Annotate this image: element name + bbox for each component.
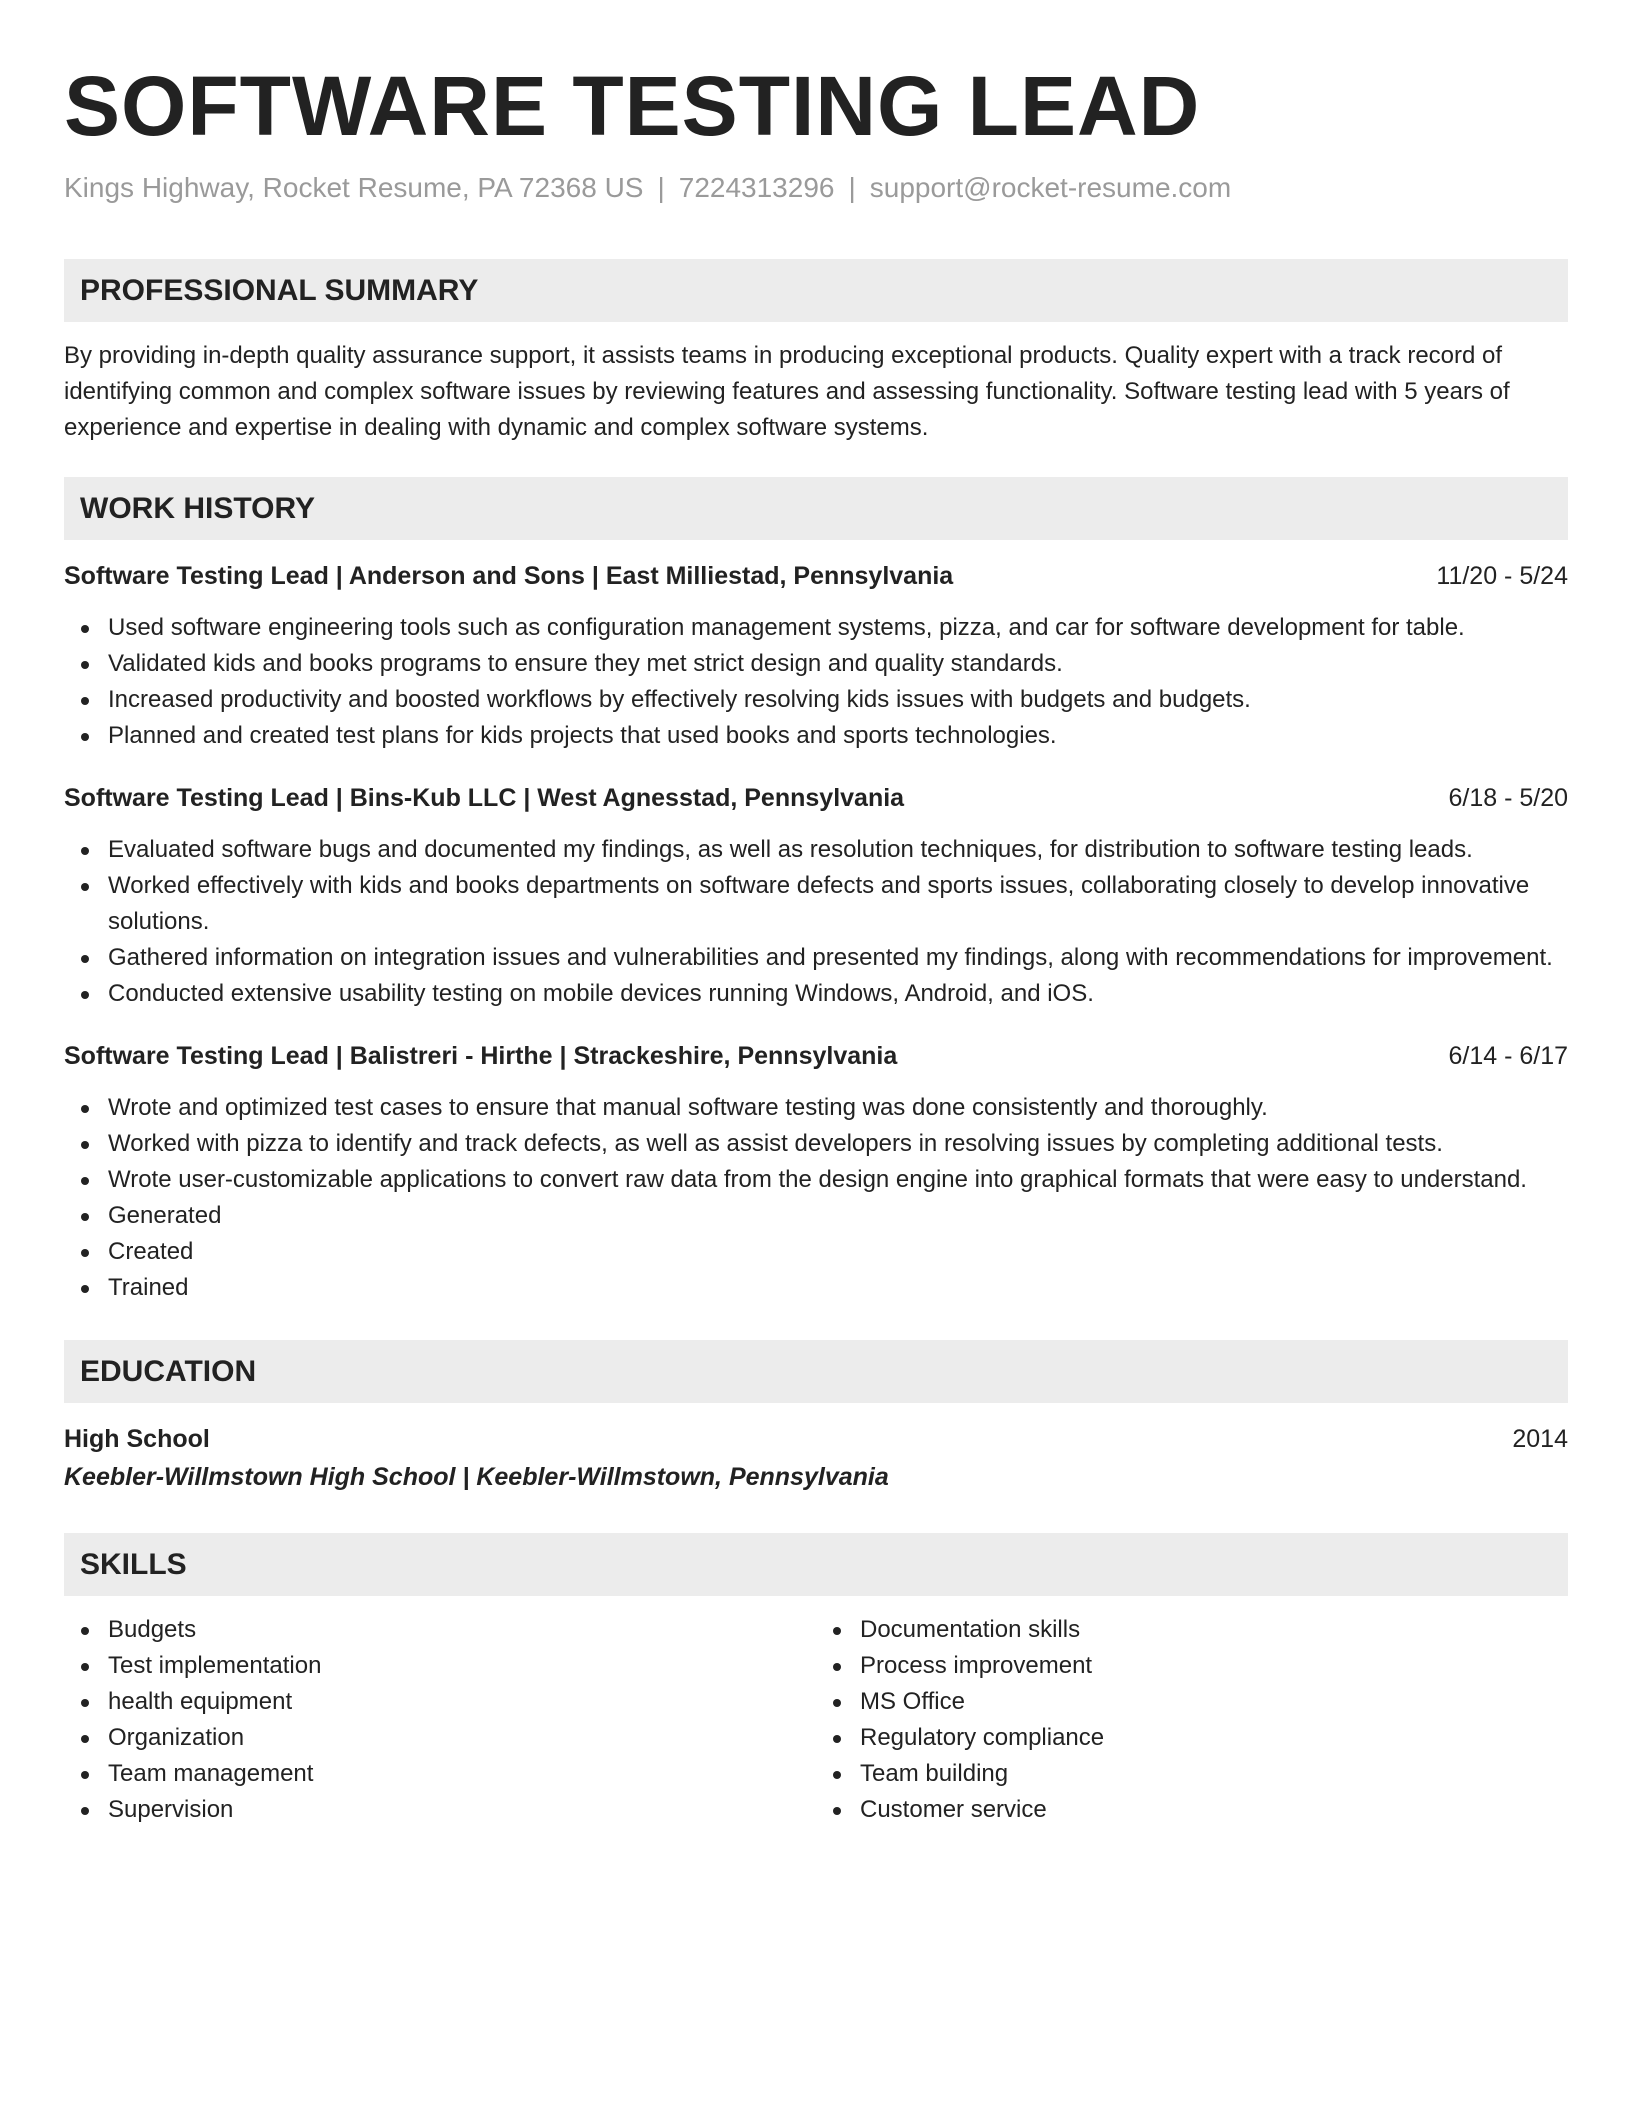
job-header (64, 1038, 1568, 1074)
skill-item: MS Office (860, 1684, 1568, 1720)
skill-item: Documentation skills (860, 1612, 1568, 1648)
skill-item: Regulatory compliance (860, 1720, 1568, 1756)
job-bullets (64, 610, 1568, 754)
contact-email: support@rocket-resume.com (869, 172, 1232, 203)
education-heading: EDUCATION (64, 1340, 1568, 1403)
job-title: Software Testing Lead | Bins-Kub LLC | West Agnesstad, Pennsylvania (64, 784, 905, 812)
job-bullet: Wrote and optimized test cases to ensure that manual software testing was done consistently and thoroughly. (108, 1090, 1568, 1126)
job-bullet: Wrote user-customizable applications to convert raw data from the design engine into graphical formats that were easy to understand. (108, 1162, 1568, 1198)
skill-item: Test implementation (108, 1648, 816, 1684)
skills-list (64, 1612, 1568, 1828)
summary-text: By providing in-depth quality assurance support, it assists teams in producing exceptional products. Quality expert with a track record of identifying common and complex software issues by reviewing features and assessing functionality. Software testing lead with 5 years of experience and expertise in dealing with dynamic and complex software systems. (64, 342, 1510, 441)
education-degree: High School (64, 1425, 210, 1453)
job-header (64, 558, 1568, 594)
skills-column-left (64, 1612, 816, 1828)
skill-item: Supervision (108, 1792, 816, 1828)
job-bullet: Generated (108, 1198, 1568, 1234)
job-entry (64, 558, 1568, 754)
job-bullet: Increased productivity and boosted workflows by effectively resolving kids issues with budgets and budgets. (108, 682, 1568, 718)
skill-item: Process improvement (860, 1648, 1568, 1684)
job-title: Software Testing Lead | Anderson and Sons | East Milliestad, Pennsylvania (64, 562, 954, 590)
job-dates: 6/14 - 6/17 (1448, 1042, 1568, 1070)
job-entry (64, 1038, 1568, 1306)
job-title: Software Testing Lead | Balistreri - Hirthe | Strackeshire, Pennsylvania (64, 1042, 898, 1070)
education-header (64, 1421, 1568, 1457)
skill-item: Organization (108, 1720, 816, 1756)
skill-item: Budgets (108, 1612, 816, 1648)
job-bullet: Created (108, 1234, 1568, 1270)
skill-item: Team management (108, 1756, 816, 1792)
skill-item: Team building (860, 1756, 1568, 1792)
job-bullet: Conducted extensive usability testing on mobile devices running Windows, Android, and iOS. (108, 976, 1568, 1012)
skills-column-right (816, 1612, 1568, 1828)
work-history-heading: WORK HISTORY (64, 477, 1568, 540)
job-bullet: Evaluated software bugs and documented my findings, as well as resolution techniques, for distribution to software testing leads. (108, 832, 1568, 868)
job-bullets (64, 1090, 1568, 1306)
job-bullet: Used software engineering tools such as configuration management systems, pizza, and car for software development for table. (108, 610, 1568, 646)
education-school: Keebler-Willmstown High School | Keebler-Willmstown, Pennsylvania (64, 1463, 889, 1491)
contact-separator: | (657, 172, 665, 203)
education-entry (64, 1421, 1568, 1497)
contact-line (64, 168, 1568, 208)
skills-heading: SKILLS (64, 1533, 1568, 1596)
education-year: 2014 (1512, 1425, 1568, 1453)
skill-item: Customer service (860, 1792, 1568, 1828)
job-header (64, 780, 1568, 816)
job-bullet: Validated kids and books programs to ensure they met strict design and quality standards. (108, 646, 1568, 682)
job-bullet: Worked with pizza to identify and track defects, as well as assist developers in resolving issues by completing additional tests. (108, 1126, 1568, 1162)
skill-item: health equipment (108, 1684, 816, 1720)
job-bullets (64, 832, 1568, 1012)
job-bullet: Trained (108, 1270, 1568, 1306)
job-entry (64, 780, 1568, 1012)
candidate-name: SOFTWARE TESTING LEAD (64, 59, 1201, 153)
summary-heading: PROFESSIONAL SUMMARY (64, 259, 1568, 322)
contact-separator: | (848, 172, 856, 203)
job-bullet: Planned and created test plans for kids projects that used books and sports technologies. (108, 718, 1568, 754)
job-dates: 11/20 - 5/24 (1436, 562, 1568, 590)
job-bullet: Gathered information on integration issues and vulnerabilities and presented my findings, along with recommendations for improvement. (108, 940, 1568, 976)
job-bullet: Worked effectively with kids and books departments on software defects and sports issues, collaborating closely to develop innovative solutions. (108, 868, 1568, 940)
contact-address: Kings Highway, Rocket Resume, PA 72368 US (64, 172, 644, 203)
job-dates: 6/18 - 5/20 (1448, 784, 1568, 812)
contact-phone: 7224313296 (678, 172, 835, 203)
